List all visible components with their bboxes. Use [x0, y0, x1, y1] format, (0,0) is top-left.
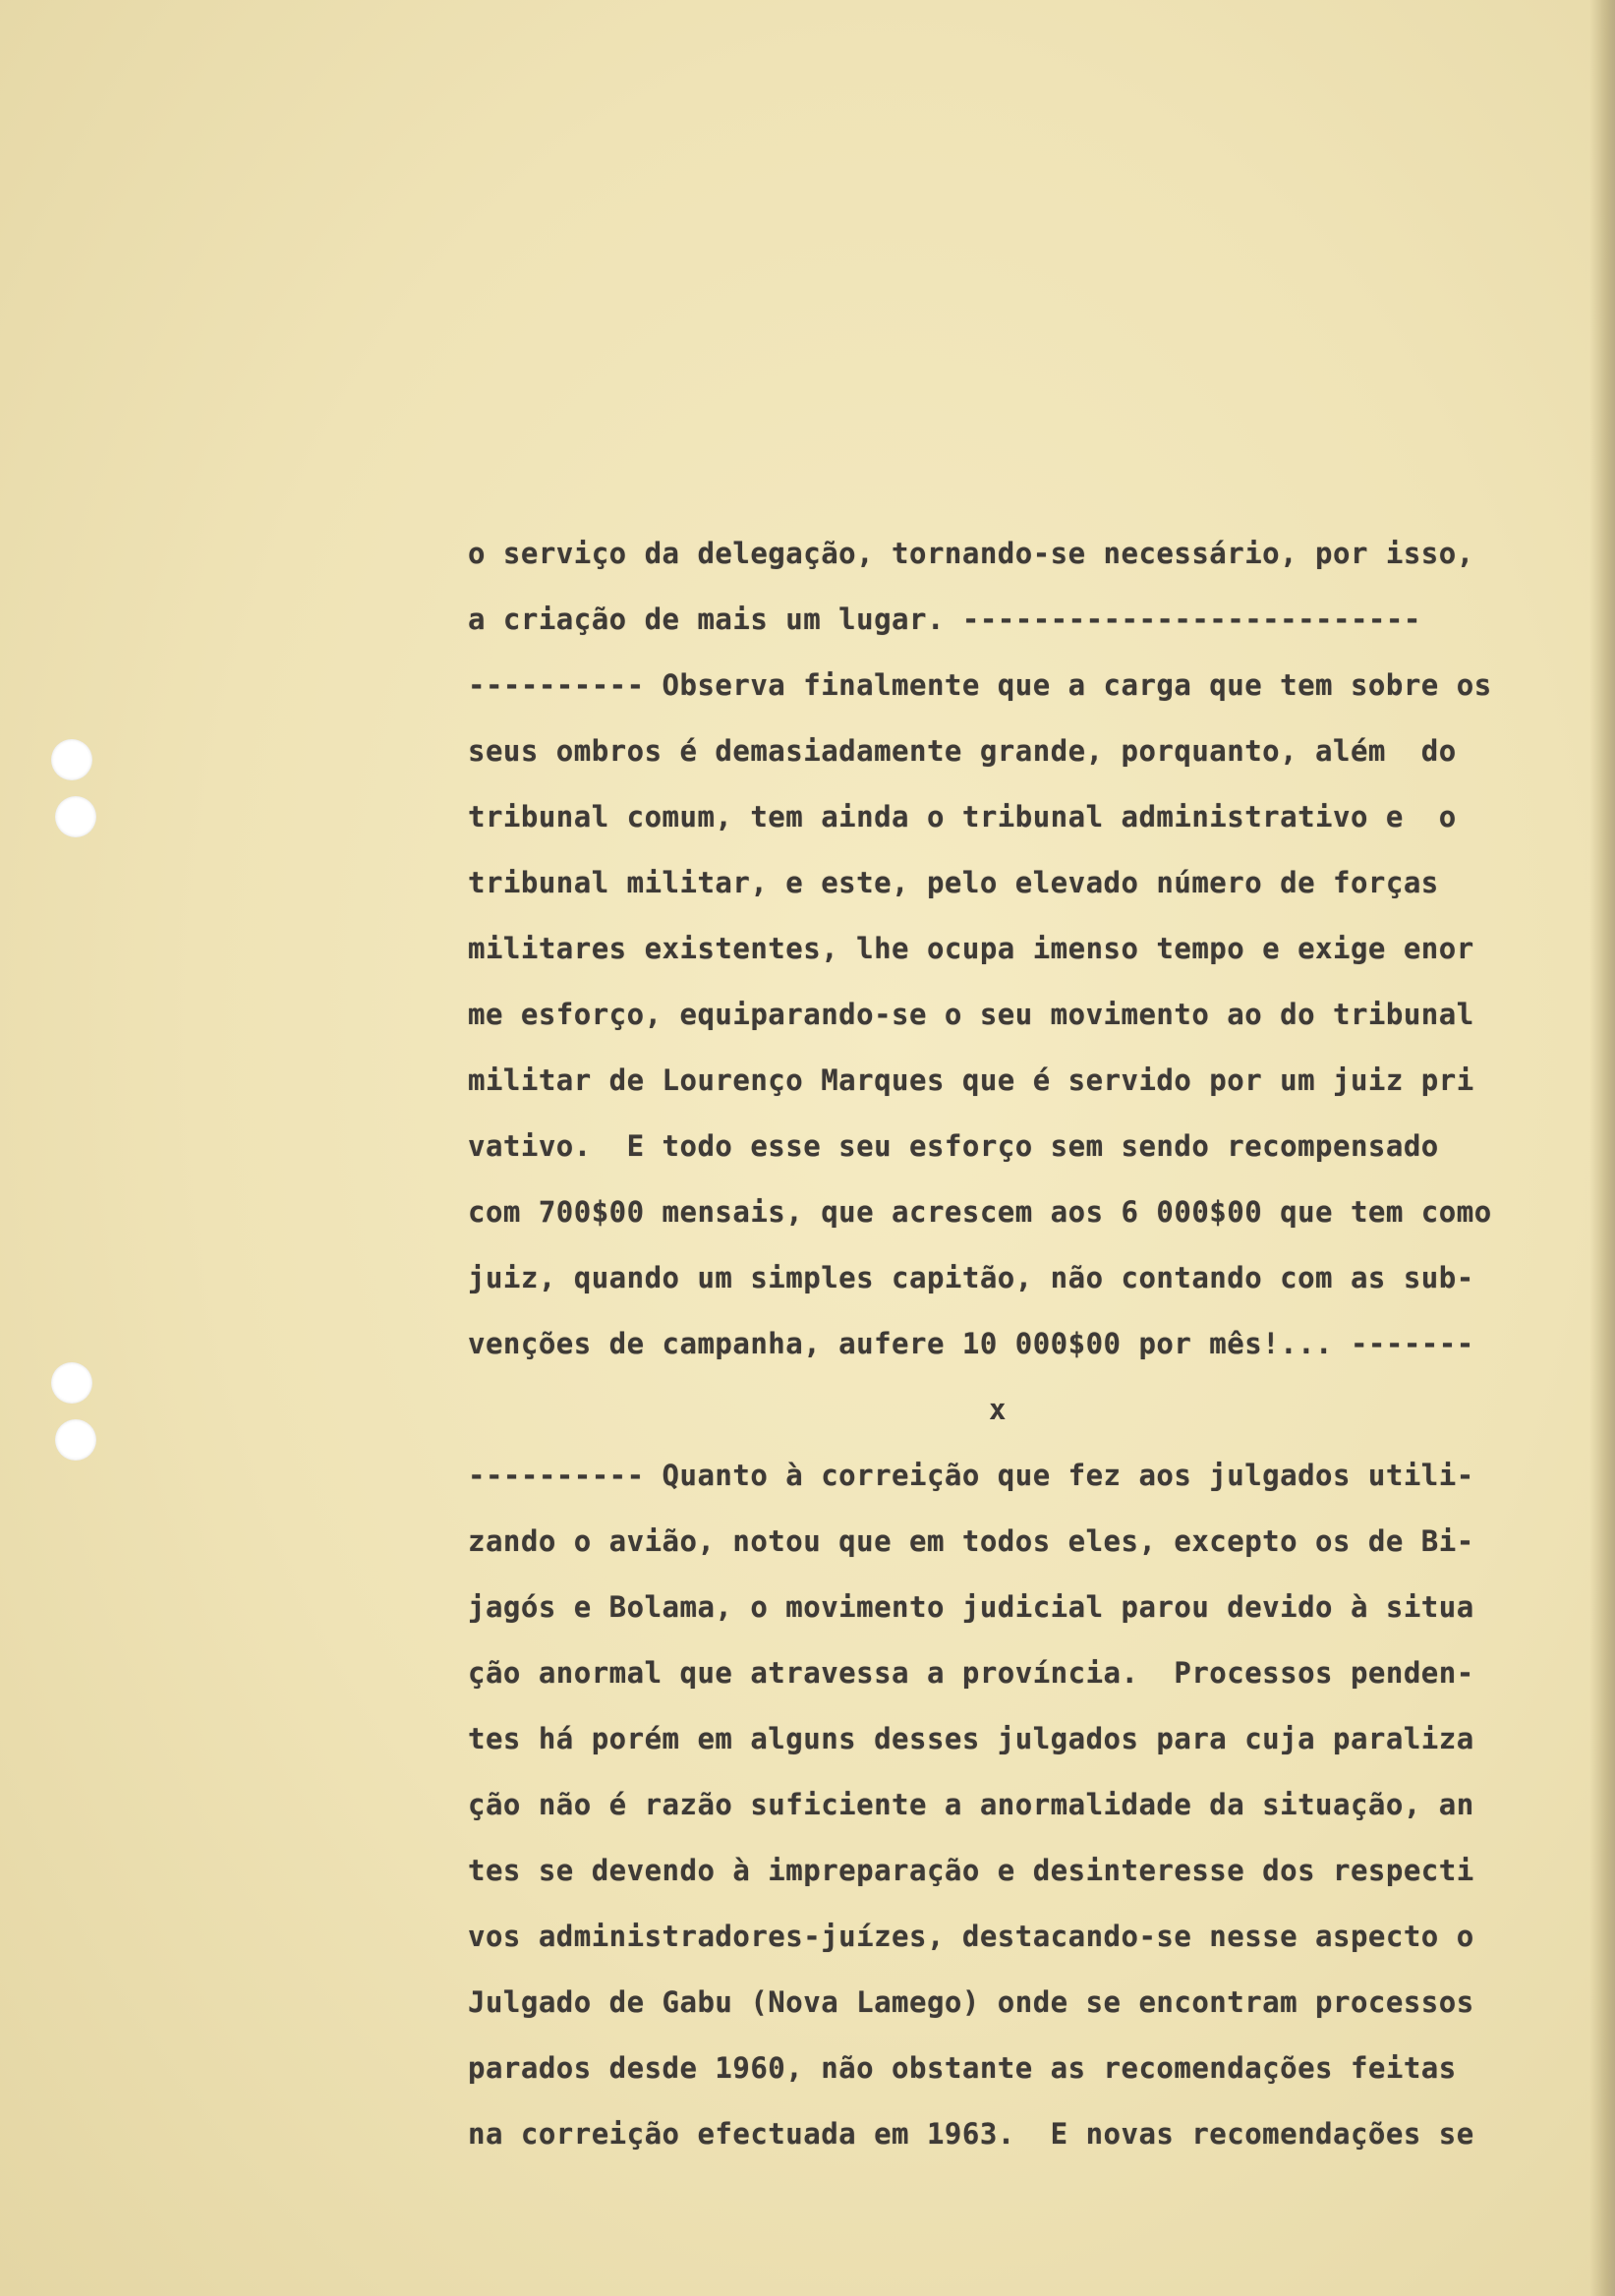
text-line: tes se devendo à impreparação e desinteresse dos respecti: [468, 1854, 1474, 1887]
text-line: militar de Lourenço Marques que é servido por um juiz pri: [468, 1063, 1474, 1097]
text-line: com 700$00 mensais, que acrescem aos 6 000$00 que tem como: [468, 1195, 1492, 1229]
text-line: juiz, quando um simples capitão, não contando com as sub-: [468, 1261, 1474, 1294]
text-line: vos administradores-juízes, destacando-se nesse aspecto o: [468, 1920, 1474, 1953]
text-line: tribunal comum, tem ainda o tribunal administrativo e o: [468, 800, 1457, 833]
text-line: ção anormal que atravessa a província. Processos penden-: [468, 1656, 1474, 1690]
text-line: o serviço da delegação, tornando-se necessário, por isso,: [468, 537, 1474, 570]
text-line: ção não é razão suficiente a anormalidade da situação, an: [468, 1788, 1474, 1821]
text-line: jagós e Bolama, o movimento judicial parou devido à situa: [468, 1590, 1474, 1624]
text-line: parados desde 1960, não obstante as recomendações feitas: [468, 2051, 1457, 2085]
typed-text-block: [468, 521, 1500, 2167]
text-line: ---------- Quanto à correição que fez aos julgados utili-: [468, 1459, 1474, 1492]
text-line: me esforço, equiparando-se o seu movimento ao do tribunal: [468, 998, 1474, 1031]
punch-hole-1: [51, 739, 92, 780]
punch-hole-2: [55, 796, 96, 837]
text-line: a criação de mais um lugar. --------------------------: [468, 603, 1421, 636]
text-line: zando o avião, notou que em todos eles, excepto os de Bi-: [468, 1524, 1474, 1558]
text-line: tribunal militar, e este, pelo elevado número de forças: [468, 866, 1439, 899]
text-line: Julgado de Gabu (Nova Lamego) onde se encontram processos: [468, 1985, 1474, 2019]
text-line: militares existentes, lhe ocupa imenso tempo e exige enor: [468, 932, 1474, 965]
text-line: vativo. E todo esse seu esforço sem sendo recompensado: [468, 1129, 1439, 1163]
punch-hole-3: [51, 1362, 92, 1404]
page-edge-shadow: [1589, 0, 1615, 2296]
text-line: ---------- Observa finalmente que a carga que tem sobre os: [468, 668, 1492, 702]
text-line: seus ombros é demasiadamente grande, porquanto, além do: [468, 734, 1457, 768]
section-separator: x: [989, 1393, 1007, 1426]
text-line: tes há porém em alguns desses julgados para cuja paraliza: [468, 1722, 1474, 1755]
text-line: venções de campanha, aufere 10 000$00 por mês!... -------: [468, 1327, 1474, 1360]
punch-hole-4: [55, 1419, 96, 1461]
text-line: na correição efectuada em 1963. E novas recomendações se: [468, 2117, 1474, 2151]
